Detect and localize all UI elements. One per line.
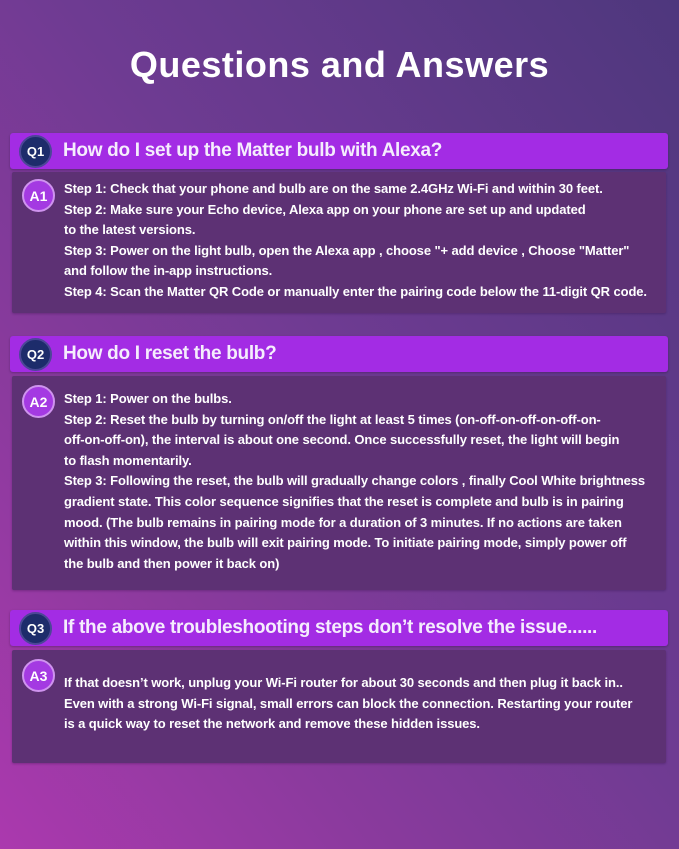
answer-line: Step 3: Power on the light bulb, open the Alexa app , choose "+ add device , Choose "Matter" [64, 242, 630, 258]
answer-line: Step 3: Following the reset, the bulb will gradually change colors , finally Cool White brightness [64, 473, 646, 489]
question-bar-2 [10, 336, 668, 372]
answer-line: gradient state. This color sequence signifies that the reset is complete and bulb is in pairing [64, 493, 624, 509]
answer-line: within this window, the bulb will exit pairing mode. To initiate pairing mode, simply power off [64, 535, 627, 551]
page-title: Questions and Answers [129, 44, 550, 85]
answer-line: off-on-off-on), the interval is about one second. Once successfully reset, the light will begin [64, 432, 620, 448]
q1-badge: Q1 [19, 135, 52, 168]
answer-line: If that doesn’t work, unplug your Wi-Fi router for about 30 seconds and then plug it back in.. [64, 675, 623, 690]
question-text-3: If the above troubleshooting steps don’t resolve the issue...... [63, 617, 597, 638]
answer-line: mood. (The bulb remains in pairing mode for a duration of 3 minutes. If no actions are taken [64, 514, 622, 530]
answer-line: is a quick way to reset the network and remove these hidden issues. [64, 716, 480, 732]
answer-line: Even with a strong Wi-Fi signal, small errors can block the connection. Restarting your router [64, 695, 633, 711]
answer-panel-2 [12, 376, 666, 590]
answer-line: and follow the in-app instructions. [64, 263, 273, 279]
answer-line: Step 2: Reset the bulb by turning on/off the light at least 5 times (on-off-on-off-on-off-on- [64, 411, 601, 427]
q2-badge: Q2 [19, 338, 52, 371]
a3-badge: A3 [22, 659, 55, 692]
question-bar-1 [10, 133, 668, 169]
answer-line: Step 2: Make sure your Echo device, Alexa app on your phone are set up and updated [64, 201, 586, 217]
answer-panel-3 [12, 650, 666, 763]
answer-line: to the latest versions. [64, 222, 196, 238]
answer-line: Step 1: Check that your phone and bulb are on the same 2.4GHz Wi-Fi and within 30 feet. [64, 181, 603, 196]
a2-badge: A2 [22, 385, 55, 418]
answer-line: Step 4: Scan the Matter QR Code or manually enter the pairing code below the 11-digit QR code. [64, 283, 647, 299]
answer-panel-1 [12, 172, 666, 313]
answer-line: to flash momentarily. [64, 452, 192, 468]
a1-badge: A1 [22, 179, 55, 212]
answer-line: the bulb and then power it back on) [64, 555, 280, 571]
answer-line: Step 1: Power on the bulbs. [64, 391, 232, 406]
question-text-2: How do I reset the bulb? [63, 343, 277, 364]
q3-badge: Q3 [19, 612, 52, 645]
question-text-1: How do I set up the Matter bulb with Alexa? [63, 140, 443, 161]
question-bar-3 [10, 610, 668, 646]
